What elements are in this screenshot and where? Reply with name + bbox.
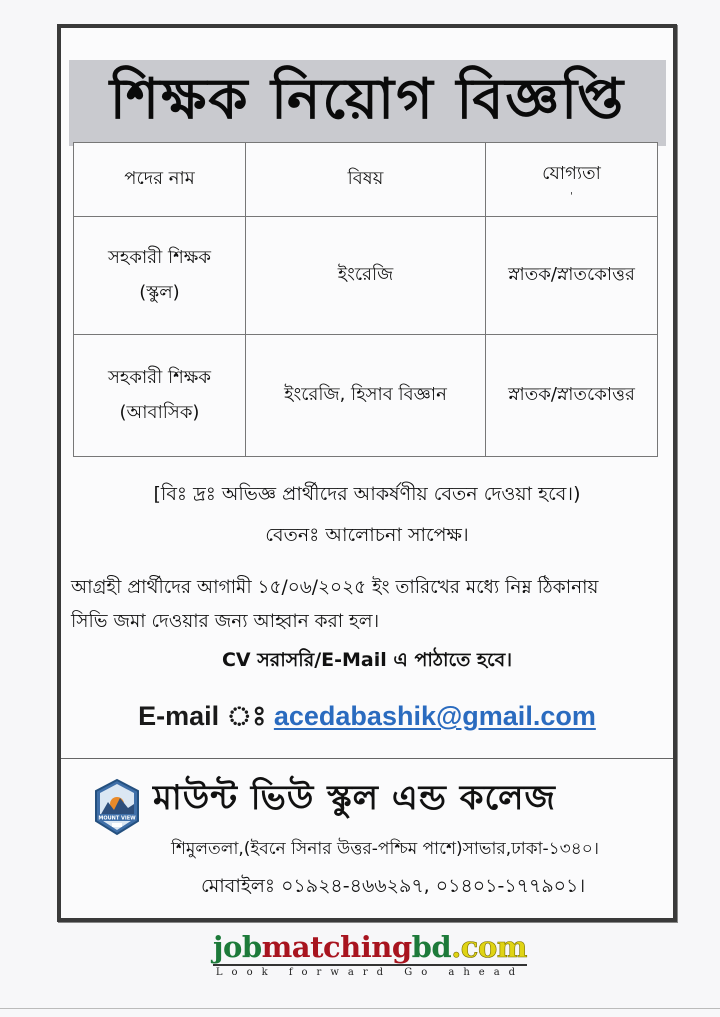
application-instructions <box>71 571 598 639</box>
cell-post <box>74 217 246 335</box>
header-qualification-label: যোগ্যতা <box>542 163 601 185</box>
school-name: মাউন্ট ভিউ স্কুল এন্ড কলেজ <box>153 778 556 818</box>
apply-line-2: সিভি জমা দেওয়ার জন্য আহ্বান করা হল। <box>71 611 380 632</box>
email-link[interactable]: acedabashik@gmail.com <box>273 701 596 731</box>
header-post: পদের নাম <box>74 143 246 217</box>
email-line <box>61 696 673 741</box>
notice-frame <box>57 24 677 922</box>
watermark-part-matching: matching <box>261 930 412 964</box>
watermark-part-com: .com <box>451 930 527 964</box>
cell-qualification: স্নাতক/স্নাতকোত্তর <box>486 335 658 457</box>
scan-edge <box>0 1008 720 1009</box>
salary-text: বেতনঃ আলোচনা সাপেক্ষ। <box>265 524 469 546</box>
title-banner <box>69 60 666 146</box>
post-title: সহকারী শিক্ষক <box>108 247 211 269</box>
school-address: শিমুলতলা,(ইবনে সিনার উত্তর-পশ্চিম পাশে)সাভার,ঢাকা-১৩৪০। <box>171 839 599 859</box>
header-qualification <box>486 143 658 217</box>
svg-text:MOUNT VIEW: MOUNT VIEW <box>98 815 136 822</box>
apply-line-1: আগ্রহী প্রার্থীদের আগামী ১৫/০৬/২০২৫ ইং তারিখের মধ্যে নিম্ন ঠিকানায় <box>71 577 599 598</box>
cell-post <box>74 335 246 457</box>
table-row <box>74 335 658 457</box>
table-header-row <box>74 143 658 217</box>
notice-title: শিক্ষক নিয়োগ বিজ্ঞপ্তি <box>109 66 626 132</box>
watermark-part-bd: bd <box>411 930 452 964</box>
watermark-logo-text <box>213 930 527 966</box>
stray-mark: ' <box>570 190 573 202</box>
post-type: (আবাসিক) <box>119 401 200 423</box>
watermark-tagline: Look forward Go ahead <box>215 967 525 978</box>
cv-instruction: CV সরাসরি/E-Mail এ পাঠাতে হবে। <box>221 649 513 671</box>
vacancy-table <box>73 142 658 457</box>
cell-subject: ইংরেজি, হিসাব বিজ্ঞান <box>246 335 486 457</box>
cell-qualification: স্নাতক/স্নাতকোত্তর <box>486 217 658 335</box>
header-subject: বিষয় <box>246 143 486 217</box>
section-divider <box>61 758 673 759</box>
special-note: [বিঃ দ্রঃ অভিজ্ঞ প্রার্থীদের আকর্ষণীয় বেতন দেওয়া হবে।) <box>153 483 581 505</box>
email-label: E-mail ঃ <box>138 701 274 731</box>
watermark-part-job: job <box>213 930 262 964</box>
cell-subject: ইংরেজি <box>246 217 486 335</box>
post-type: (স্কুল) <box>139 281 180 303</box>
post-title: সহকারী শিক্ষক <box>108 367 211 389</box>
table-row <box>74 217 658 335</box>
watermark-brand <box>195 930 545 978</box>
school-mobile: মোবাইলঃ ০১৯২৪-৪৬৬২৯৭, ০১৪০১-১৭৭৯০১। <box>201 875 586 897</box>
school-logo-icon <box>93 778 141 836</box>
